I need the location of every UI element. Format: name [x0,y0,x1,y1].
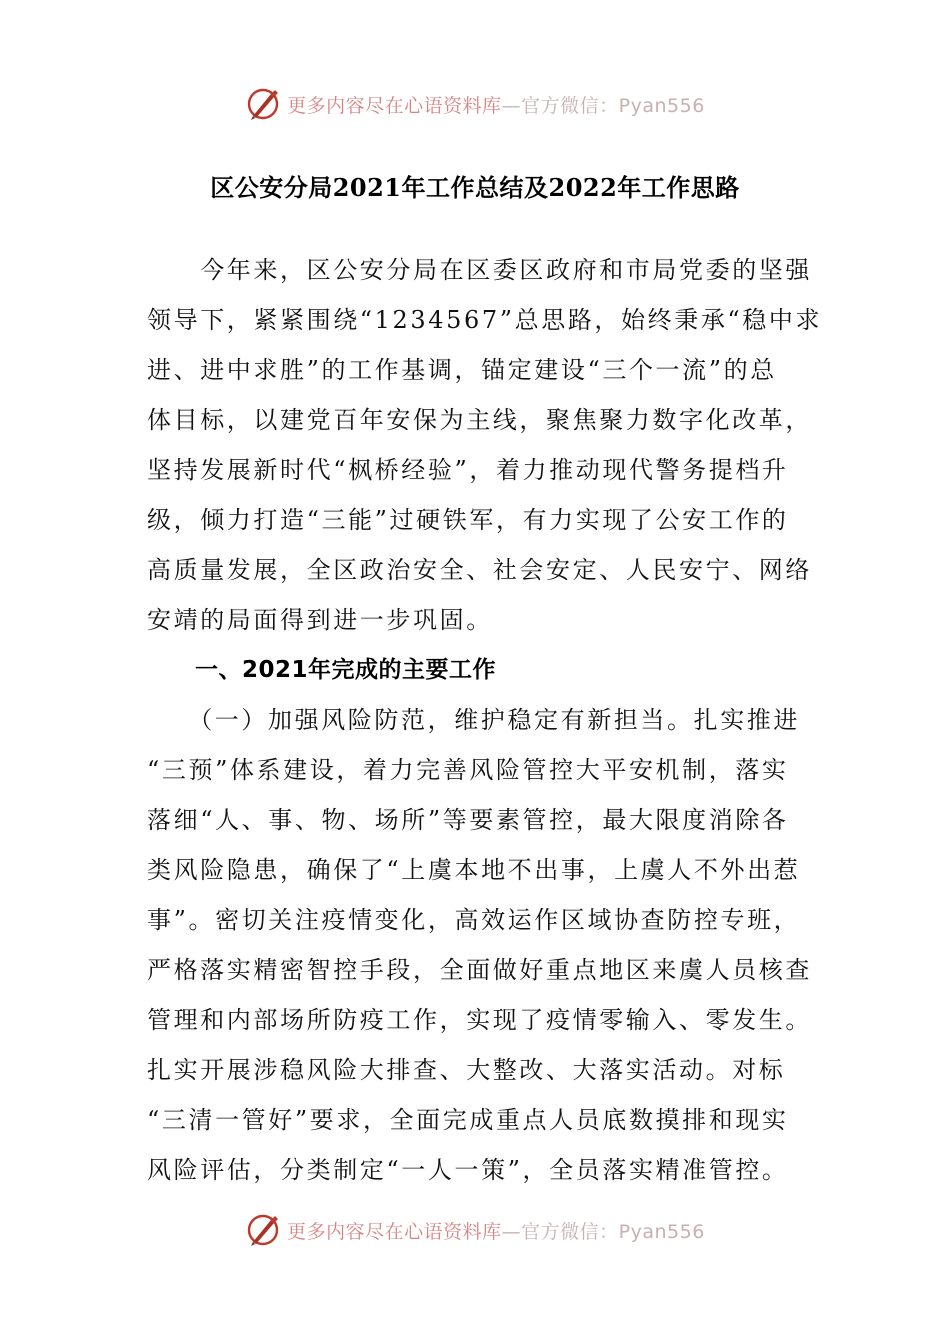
paragraph-line: 扎实开展涉稳风险大排查、大整改、大落实活动。对标 [147,1056,786,1084]
pen-logo-icon [245,86,281,122]
paragraph-line: 坚持发展新时代“枫桥经验”，着力推动现代警务提档升 [147,456,789,484]
document-title: 区公安分局2021年工作总结及2022年工作思路 [210,173,740,202]
paragraph-line: 严格落实精密智控手段，全面做好重点地区来虞人员核查 [147,956,812,984]
paragraph-line: 安靖的局面得到进一步巩固。 [147,606,493,634]
paragraph-line: 风险评估，分类制定“一人一策”，全员落实精准管控。 [147,1156,789,1184]
paragraph-line: 体目标，以建党百年安保为主线，聚焦聚力数字化改革， [147,406,812,434]
pen-logo-icon [245,1212,281,1248]
paragraph-line: 今年来，区公安分局在区委区政府和市局党委的坚强 [147,256,812,284]
paragraph-line: 级，倾力打造“三能”过硬铁军，有力实现了公安工作的 [147,506,789,534]
intro-paragraph [147,245,823,645]
paragraph-line: 进、进中求胜”的工作基调，锚定建设“三个一流”的总 [147,356,777,384]
paragraph-line: （一）加强风险防范，维护稳定有新担当。扎实推进 [147,706,800,734]
paragraph-line: 类风险隐患，确保了“上虞本地不出事，上虞人不外出惹 [147,856,801,884]
paragraph-line: 落细“人、事、物、场所”等要素管控，最大限度消除各 [147,806,789,834]
watermark-text: 更多内容尽在心语资料库—官方微信：Pyan556 [287,94,705,117]
footer-watermark [0,1210,950,1250]
section-paragraph [147,695,812,1195]
section-heading: 一、2021年完成的主要工作 [195,657,497,683]
paragraph-line: “三清一管好”要求，全面完成重点人员底数摸排和现实 [147,1106,789,1134]
document-body [147,245,823,1195]
paragraph-line: 事”。密切关注疫情变化，高效运作区域协查防控专班， [147,906,801,934]
paragraph-line: “三预”体系建设，着力完善风险管控大平安机制，落实 [147,756,789,784]
header-watermark [0,84,950,124]
paragraph-line: 管理和内部场所防疫工作，实现了疫情零输入、零发生。 [147,1006,812,1034]
watermark-text: 更多内容尽在心语资料库—官方微信：Pyan556 [287,1220,705,1243]
paragraph-line: 领导下，紧紧围绕“1234567”总思路，始终秉承“稳中求 [147,306,823,334]
paragraph-line: 高质量发展，全区政治安全、社会安定、人民安宁、网络 [147,556,812,584]
